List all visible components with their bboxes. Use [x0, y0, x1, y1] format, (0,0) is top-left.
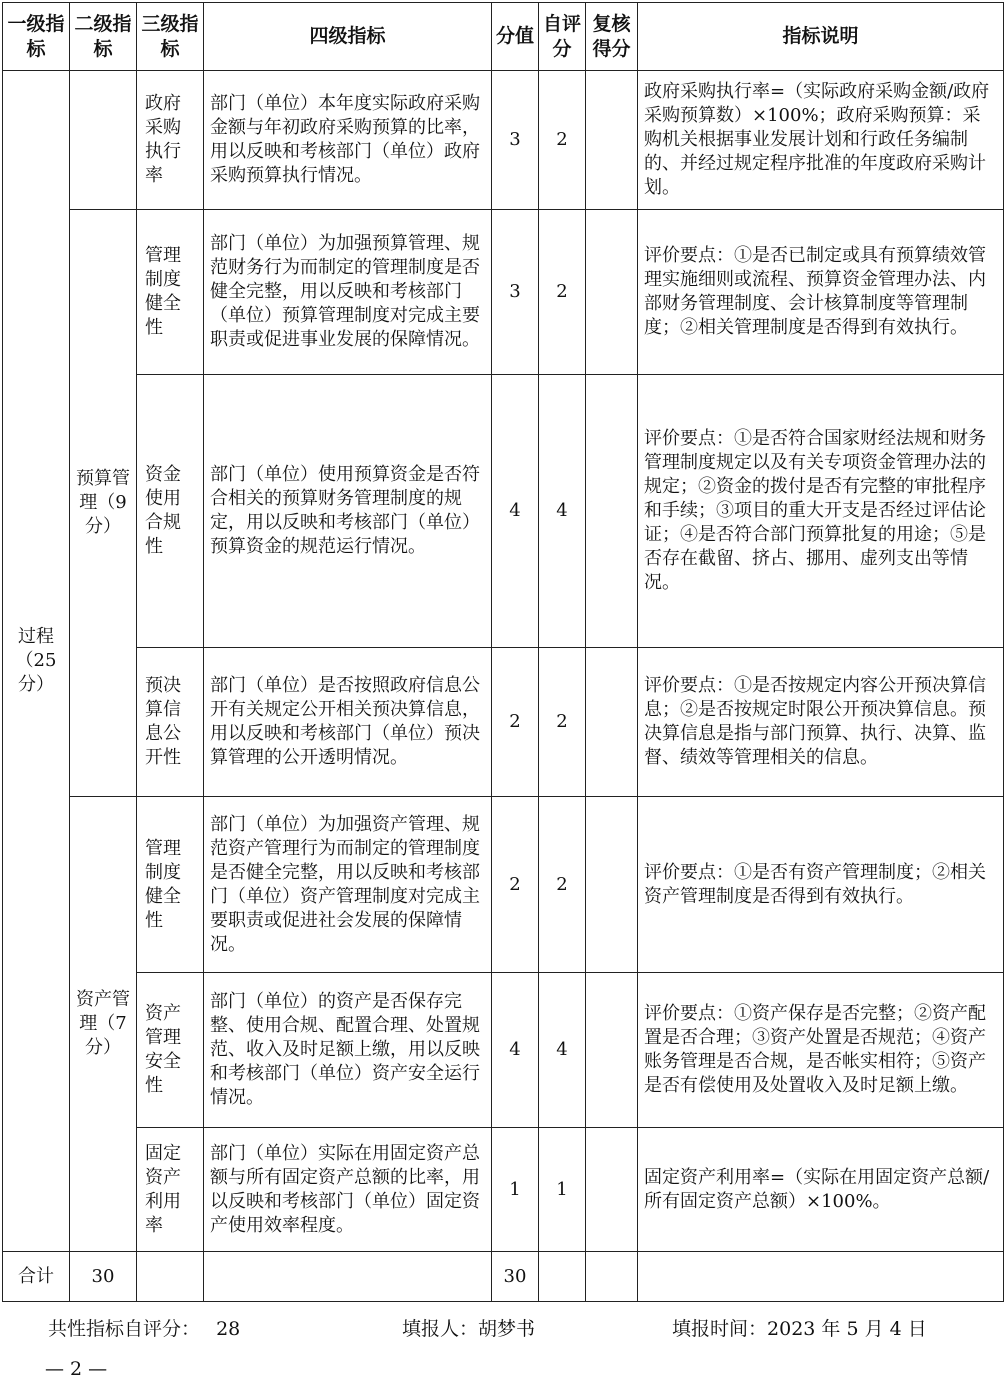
score-cell: 2 — [492, 797, 539, 973]
header-review-score: 复核得分 — [586, 3, 638, 71]
header-score: 分值 — [492, 3, 539, 71]
review-score-cell — [586, 973, 638, 1128]
level3-cell: 预决算信息公开性 — [137, 648, 204, 797]
table-row — [3, 1128, 1004, 1252]
self-score-cell: 2 — [539, 71, 586, 210]
level3-cell: 固定资产利用率 — [137, 1128, 204, 1252]
self-score-cell: 1 — [539, 1128, 586, 1252]
level4-cell: 部门（单位）为加强资产管理、规范资产管理行为而制定的管理制度是否健全完整，用以反映和考核部门（单位）资产管理制度对完成主要职责或促进社会发展的保障情况。 — [204, 797, 492, 973]
header-level3: 三级指标 — [137, 3, 204, 71]
level4-cell: 部门（单位）为加强预算管理、规范财务行为而制定的管理制度是否健全完整，用以反映和考核部门（单位）预算管理制度对完成主要职责或促进事业发展的保障情况。 — [204, 210, 492, 375]
self-score-cell: 2 — [539, 210, 586, 375]
page-number: — 2 — — [45, 1358, 108, 1380]
self-score-label: 共性指标自评分： — [48, 1318, 201, 1340]
filler-label: 填报人： — [402, 1318, 479, 1340]
evaluation-table — [2, 2, 1004, 1302]
review-score-cell — [586, 210, 638, 375]
self-score-value: 28 — [216, 1318, 241, 1340]
total-level2: 30 — [70, 1252, 137, 1302]
level4-cell: 部门（单位）实际在用固定资产总额与所有固定资产总额的比率，用以反映和考核部门（单位）固定资产使用效率程度。 — [204, 1128, 492, 1252]
filler-name: 胡梦书 — [478, 1318, 536, 1340]
description-cell: 固定资产利用率=（实际在用固定资产总额/所有固定资产总额）×100%。 — [638, 1128, 1004, 1252]
score-cell: 1 — [492, 1128, 539, 1252]
empty-cell — [586, 1252, 638, 1302]
date-label: 填报时间： — [672, 1318, 768, 1340]
total-row — [3, 1252, 1004, 1302]
empty-cell — [137, 1252, 204, 1302]
description-cell: 政府采购执行率=（实际政府采购金额/政府采购预算数）×100%；政府采购预算：采购机关根据事业发展计划和行政任务编制的、并经过规定程序批准的年度政府采购计划。 — [638, 71, 1004, 210]
level2-cell-empty — [70, 71, 137, 210]
header-row — [3, 3, 1004, 71]
empty-cell — [539, 1252, 586, 1302]
description-cell: 评价要点：①是否有资产管理制度；②相关资产管理制度是否得到有效执行。 — [638, 797, 1004, 973]
score-cell: 2 — [492, 648, 539, 797]
description-cell: 评价要点：①资产保存是否完整；②资产配置是否合理；③资产处置是否规范；④资产账务管理是否合规，是否帐实相符；⑤资产是否有偿使用及处置收入及时足额上缴。 — [638, 973, 1004, 1128]
header-level1: 一级指标 — [3, 3, 70, 71]
review-score-cell — [586, 797, 638, 973]
table-row — [3, 71, 1004, 210]
level3-cell: 管理制度健全性 — [137, 797, 204, 973]
review-score-cell — [586, 1128, 638, 1252]
table-row — [3, 648, 1004, 797]
table-row — [3, 797, 1004, 973]
description-cell: 评价要点：①是否符合国家财经法规和财务管理制度规定以及有关专项资金管理办法的规定；②资金的拨付是否有完整的审批程序和手续；③项目的重大开支是否经过评估论证；④是否符合部门预算批复的用途；⑤是否存在截留、挤占、挪用、虚列支出等情况。 — [638, 375, 1004, 648]
empty-cell — [638, 1252, 1004, 1302]
self-score-cell: 4 — [539, 375, 586, 648]
header-level4: 四级指标 — [204, 3, 492, 71]
score-cell: 4 — [492, 973, 539, 1128]
review-score-cell — [586, 375, 638, 648]
level3-cell: 资产管理安全性 — [137, 973, 204, 1128]
self-score-footer — [48, 1314, 240, 1341]
level2-cell: 预算管理（9分） — [70, 210, 137, 797]
level4-cell: 部门（单位）使用预算资金是否符合相关的预算财务管理制度的规定，用以反映和考核部门（单位）预算资金的规范运行情况。 — [204, 375, 492, 648]
score-cell: 4 — [492, 375, 539, 648]
level3-cell: 资金使用合规性 — [137, 375, 204, 648]
total-label: 合计 — [3, 1252, 70, 1302]
self-score-cell: 2 — [539, 797, 586, 973]
level1-cell: 过程（25分） — [3, 71, 70, 1252]
level2-cell: 资产管理（7分） — [70, 797, 137, 1252]
level4-cell: 部门（单位）是否按照政府信息公开有关规定公开相关预决算信息，用以反映和考核部门（单位）预决算管理的公开透明情况。 — [204, 648, 492, 797]
total-score: 30 — [492, 1252, 539, 1302]
header-self-score: 自评分 — [539, 3, 586, 71]
description-cell: 评价要点：①是否按规定内容公开预决算信息；②是否按规定时限公开预决算信息。预决算信息是指与部门预算、执行、决算、监督、绩效等管理相关的信息。 — [638, 648, 1004, 797]
level4-cell: 部门（单位）本年度实际政府采购金额与年初政府采购预算的比率，用以反映和考核部门（单位）政府采购预算执行情况。 — [204, 71, 492, 210]
review-score-cell — [586, 648, 638, 797]
filler-footer — [402, 1314, 535, 1341]
date-footer — [672, 1314, 927, 1341]
self-score-cell: 2 — [539, 648, 586, 797]
score-cell: 3 — [492, 210, 539, 375]
header-description: 指标说明 — [638, 3, 1004, 71]
review-score-cell — [586, 71, 638, 210]
level3-cell: 管理制度健全性 — [137, 210, 204, 375]
score-cell: 3 — [492, 71, 539, 210]
level4-cell: 部门（单位）的资产是否保存完整、使用合规、配置合理、处置规范、收入及时足额上缴，用以反映和考核部门（单位）资产安全运行情况。 — [204, 973, 492, 1128]
empty-cell — [204, 1252, 492, 1302]
level3-cell: 政府采购执行率 — [137, 71, 204, 210]
header-level2: 二级指标 — [70, 3, 137, 71]
table-row — [3, 973, 1004, 1128]
description-cell: 评价要点：①是否已制定或具有预算绩效管理实施细则或流程、预算资金管理办法、内部财务管理制度、会计核算制度等管理制度；②相关管理制度是否得到有效执行。 — [638, 210, 1004, 375]
date-value: 2023 年 5 月 4 日 — [767, 1318, 927, 1340]
self-score-cell: 4 — [539, 973, 586, 1128]
table-row — [3, 375, 1004, 648]
table-row — [3, 210, 1004, 375]
